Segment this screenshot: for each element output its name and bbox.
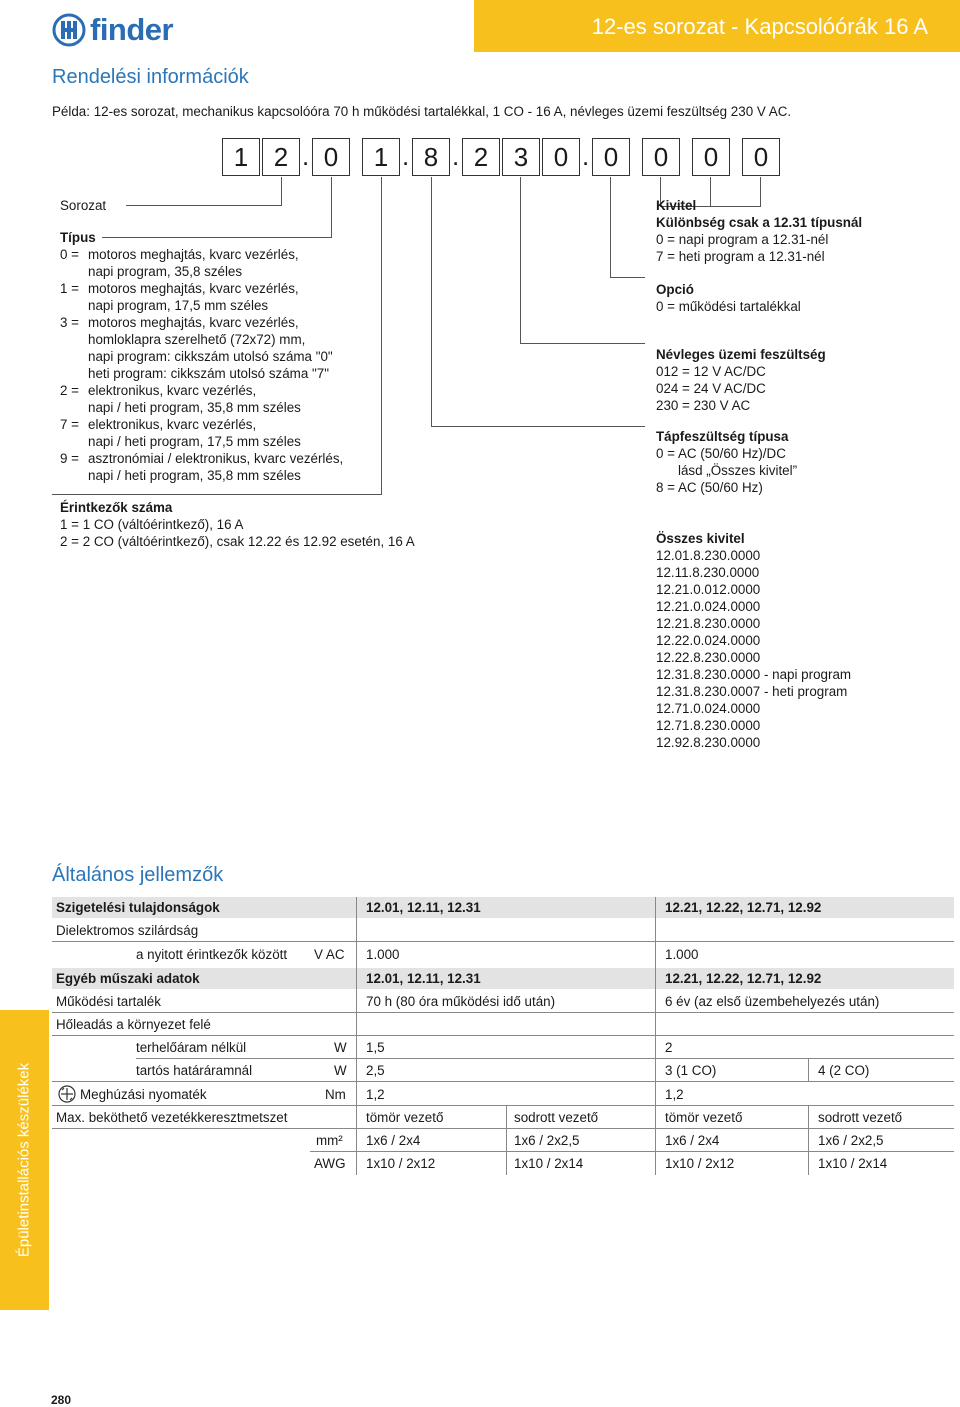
reserve-value-b: 6 év (az első üzembehelyezés után) bbox=[665, 994, 880, 1009]
category-sidebar bbox=[0, 1010, 49, 1310]
type-key: 9 = bbox=[60, 451, 79, 466]
page-number: 280 bbox=[51, 1393, 72, 1407]
type-desc: napi program: cikkszám utolsó száma "0" bbox=[88, 349, 333, 364]
awg-value: 1x10 / 2x14 bbox=[818, 1156, 888, 1171]
type-desc: homloklapra szerelhető (72x72) mm, bbox=[88, 332, 306, 347]
general-heading: Általános jellemzők bbox=[52, 864, 224, 886]
col-b-header: 12.21, 12.22, 12.71, 12.92 bbox=[665, 971, 822, 986]
type-desc: heti program: cikkszám utolsó száma "7" bbox=[88, 366, 329, 381]
col-a-header: 12.01, 12.11, 12.31 bbox=[366, 971, 481, 986]
category-label: Épületinstallációs készülékek bbox=[15, 1062, 33, 1258]
type-desc: napi / heti program, 35,8 mm széles bbox=[88, 400, 301, 415]
awg-unit: AWG bbox=[314, 1156, 346, 1171]
wire-stranded-b: sodrott vezető bbox=[818, 1110, 903, 1125]
supply-line: lásd „Összes kivitel” bbox=[678, 463, 798, 478]
code-digit: 0 bbox=[692, 138, 730, 176]
version-code: 12.22.0.024.0000 bbox=[656, 633, 761, 648]
option-line: 0 = működési tartalékkal bbox=[656, 299, 801, 314]
wire-solid-b: tömör vezető bbox=[665, 1110, 743, 1125]
torque-value-b: 1,2 bbox=[665, 1087, 684, 1102]
contacts-block bbox=[60, 499, 415, 550]
version-code: 12.31.8.230.0007 - heti program bbox=[656, 684, 848, 699]
contacts-line: 1 = 1 CO (váltóérintkező), 16 A bbox=[60, 517, 244, 532]
code-digit: 2 bbox=[262, 138, 300, 176]
awg-value: 1x10 / 2x12 bbox=[366, 1156, 436, 1171]
type-desc: elektronikus, kvarc vezérlés, bbox=[88, 383, 257, 398]
code-separator: . bbox=[582, 141, 590, 171]
contacts-line: 2 = 2 CO (váltóérintkező), csak 12.22 és 12.92 esetén, 16 A bbox=[60, 534, 415, 549]
supply-block bbox=[656, 428, 797, 496]
torque-unit: Nm bbox=[325, 1087, 346, 1102]
mm2-value: 1x6 / 2x4 bbox=[366, 1133, 421, 1148]
torque-value-a: 1,2 bbox=[366, 1087, 385, 1102]
version-code: 12.22.8.230.0000 bbox=[656, 650, 761, 665]
code-digit: 0 bbox=[742, 138, 780, 176]
no-load-unit: W bbox=[334, 1040, 347, 1055]
ordering-heading: Rendelési információk bbox=[52, 66, 249, 88]
version-code: 12.71.0.024.0000 bbox=[656, 701, 761, 716]
all-versions-block bbox=[656, 530, 851, 751]
version-code: 12.21.0.012.0000 bbox=[656, 582, 761, 597]
dielectric-label: Dielektromos szilárdság bbox=[56, 923, 199, 938]
version-sub: Különbség csak a 12.31 típusnál bbox=[656, 215, 863, 230]
type-desc: napi / heti program, 17,5 mm széles bbox=[88, 434, 301, 449]
code-digit: 1 bbox=[222, 138, 260, 176]
code-digit: 0 bbox=[542, 138, 580, 176]
awg-value: 1x10 / 2x12 bbox=[665, 1156, 735, 1171]
voltage-label: Névleges üzemi feszültség bbox=[656, 347, 826, 362]
open-value-b: 1.000 bbox=[665, 947, 699, 962]
version-code: 12.11.8.230.0000 bbox=[656, 565, 760, 580]
contacts-label: Érintkezők száma bbox=[60, 500, 173, 515]
reserve-label: Működési tartalék bbox=[56, 994, 161, 1009]
voltage-block bbox=[656, 346, 826, 414]
code-digit: 1 bbox=[362, 138, 400, 176]
code-separator: . bbox=[302, 141, 310, 171]
version-label: Kivitel bbox=[656, 198, 697, 213]
other-title: Egyéb műszaki adatok bbox=[56, 971, 200, 986]
type-desc: napi program, 17,5 mm széles bbox=[88, 298, 269, 313]
version-code: 12.01.8.230.0000 bbox=[656, 548, 761, 563]
page-title: 12-es sorozat - Kapcsolóórák 16 A bbox=[591, 14, 928, 39]
option-block bbox=[656, 281, 801, 315]
supply-line: 8 = AC (50/60 Hz) bbox=[656, 480, 763, 495]
insulation-title: Szigetelési tulajdonságok bbox=[56, 900, 220, 915]
mm2-value: 1x6 / 2x2,5 bbox=[514, 1133, 580, 1148]
type-desc: napi program, 35,8 széles bbox=[88, 264, 243, 279]
type-desc: elektronikus, kvarc vezérlés, bbox=[88, 417, 257, 432]
col-b-header: 12.21, 12.22, 12.71, 12.92 bbox=[665, 900, 822, 915]
rated-value-b1: 3 (1 CO) bbox=[665, 1063, 717, 1078]
version-block bbox=[656, 197, 862, 265]
code-digit: 3 bbox=[502, 138, 540, 176]
open-value-a: 1.000 bbox=[366, 947, 400, 962]
type-key: 2 = bbox=[60, 383, 79, 398]
type-desc: motoros meghajtás, kvarc vezérlés, bbox=[88, 247, 299, 262]
open-unit: V AC bbox=[314, 947, 345, 962]
type-desc: napi / heti program, 35,8 mm széles bbox=[88, 468, 301, 483]
voltage-line: 012 = 12 V AC/DC bbox=[656, 364, 766, 379]
code-digit: 0 bbox=[592, 138, 630, 176]
heat-label: Hőleadás a környezet felé bbox=[56, 1017, 211, 1032]
mm2-unit: mm² bbox=[316, 1133, 343, 1148]
header-band bbox=[474, 0, 960, 52]
awg-value: 1x10 / 2x14 bbox=[514, 1156, 584, 1171]
no-load-value-a: 1,5 bbox=[366, 1040, 385, 1055]
finder-logo bbox=[52, 10, 173, 50]
type-label: Típus bbox=[60, 230, 96, 245]
open-contacts-label: a nyitott érintkezők között bbox=[136, 947, 288, 962]
rated-label: tartós határáramnál bbox=[136, 1063, 253, 1078]
ordering-example: Példa: 12-es sorozat, mechanikus kapcsolóóra 70 h működési tartalékkal, 1 CO - 16 A, névleges üzemi feszültség 230 V AC. bbox=[52, 104, 792, 119]
reserve-value-a: 70 h (80 óra működési idő után) bbox=[366, 994, 556, 1009]
code-separator: . bbox=[402, 141, 410, 171]
type-desc: motoros meghajtás, kvarc vezérlés, bbox=[88, 315, 299, 330]
col-a-header: 12.01, 12.11, 12.31 bbox=[366, 900, 481, 915]
code-separator: . bbox=[452, 141, 460, 171]
mm2-value: 1x6 / 2x2,5 bbox=[818, 1133, 884, 1148]
version-code: 12.21.8.230.0000 bbox=[656, 616, 761, 631]
type-desc: motoros meghajtás, kvarc vezérlés, bbox=[88, 281, 299, 296]
no-load-value-b: 2 bbox=[665, 1040, 673, 1055]
code-digit: 0 bbox=[642, 138, 680, 176]
version-line: 7 = heti program a 12.31-nél bbox=[656, 249, 825, 264]
version-code: 12.21.0.024.0000 bbox=[656, 599, 761, 614]
rated-value-b2: 4 (2 CO) bbox=[818, 1063, 870, 1078]
type-key: 0 = bbox=[60, 247, 79, 262]
type-key: 7 = bbox=[60, 417, 79, 432]
code-digit: 2 bbox=[462, 138, 500, 176]
version-code: 12.71.8.230.0000 bbox=[656, 718, 761, 733]
version-line: 0 = napi program a 12.31-nél bbox=[656, 232, 829, 247]
code-digit: 8 bbox=[412, 138, 450, 176]
version-code: 12.31.8.230.0000 - napi program bbox=[656, 667, 852, 682]
voltage-line: 230 = 230 V AC bbox=[656, 398, 751, 413]
series-label: Sorozat bbox=[60, 198, 107, 213]
option-label: Opció bbox=[656, 282, 694, 297]
brand-name: finder bbox=[90, 12, 174, 47]
wire-label: Max. beköthető vezetékkeresztmetszet bbox=[56, 1110, 288, 1125]
rated-unit: W bbox=[334, 1063, 347, 1078]
type-block bbox=[60, 229, 440, 484]
mm2-value: 1x6 / 2x4 bbox=[665, 1133, 720, 1148]
no-load-label: terhelőáram nélkül bbox=[136, 1040, 247, 1055]
torque-label: Meghúzási nyomaték bbox=[80, 1087, 207, 1102]
type-key: 1 = bbox=[60, 281, 79, 296]
all-versions-label: Összes kivitel bbox=[656, 531, 745, 546]
supply-line: 0 = AC (50/60 Hz)/DC bbox=[656, 446, 786, 461]
rated-value-a: 2,5 bbox=[366, 1063, 385, 1078]
finder-logo-icon bbox=[52, 13, 86, 47]
type-desc: asztronómiai / elektronikus, kvarc vezérlés, bbox=[88, 451, 344, 466]
type-key: 3 = bbox=[60, 315, 79, 330]
supply-label: Tápfeszültség típusa bbox=[656, 429, 789, 444]
code-digit: 0 bbox=[312, 138, 350, 176]
voltage-line: 024 = 24 V AC/DC bbox=[656, 381, 766, 396]
type-list bbox=[60, 246, 440, 484]
wire-solid-a: tömör vezető bbox=[366, 1110, 444, 1125]
version-code: 12.92.8.230.0000 bbox=[656, 735, 761, 750]
wire-stranded-a: sodrott vezető bbox=[514, 1110, 599, 1125]
